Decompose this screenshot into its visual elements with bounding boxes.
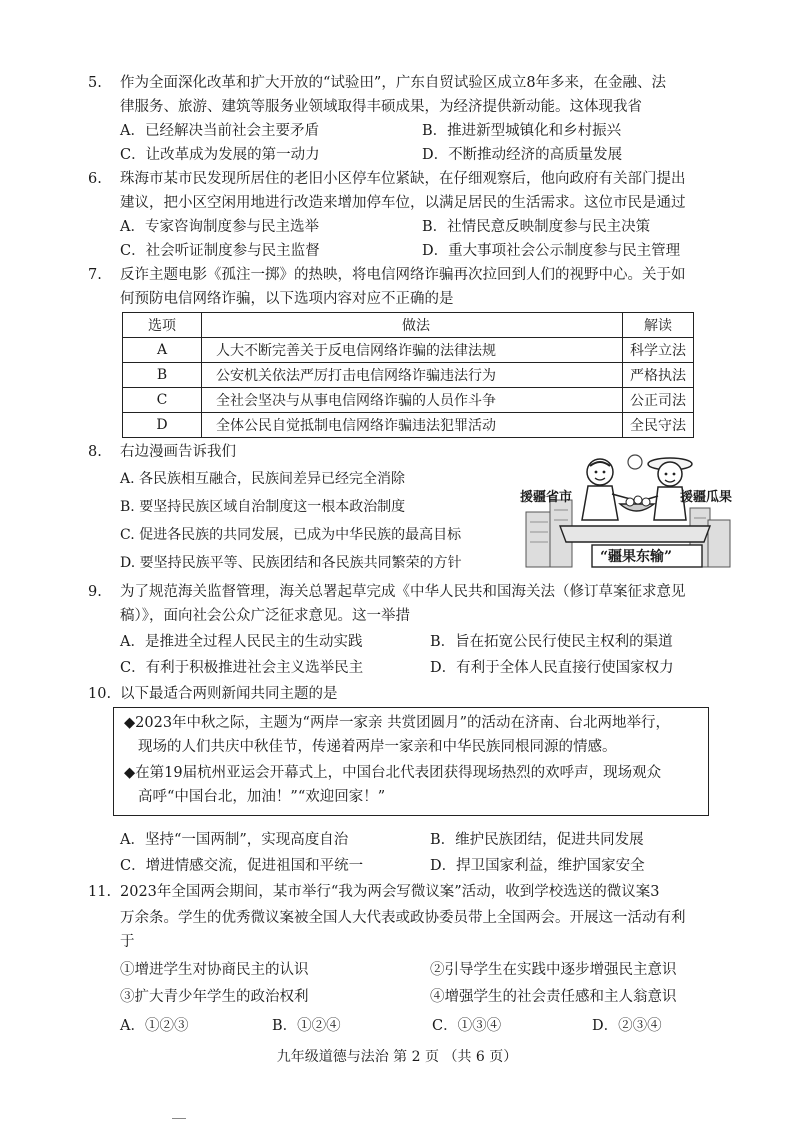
- q11-stem-line2: 万余条。学生的优秀微议案被全国人大代表或政协委员带上全国两会。开展这一活动有利: [120, 910, 686, 926]
- cartoon-banner-text: “疆果东输”: [600, 549, 673, 565]
- cartoon-left-label: 援疆省市: [520, 490, 573, 505]
- q11-number: 11.: [88, 884, 112, 900]
- table-cell-interpretation: 全民守法: [623, 413, 694, 438]
- table-cell-option: A: [123, 338, 202, 363]
- q11-stem-line3: 于: [120, 934, 135, 950]
- q10-option-a: A．坚持“一国两制”，实现高度自治: [120, 832, 349, 848]
- q6-stem-line2: 建议，把小区空闲用地进行改造来增加停车位，以满足居民的生活需求。这位市民是通过: [120, 195, 686, 211]
- q10-option-c: C．增进情感交流，促进祖国和平统一: [120, 858, 364, 874]
- scan-mark: [172, 1118, 186, 1119]
- q6-number: 6.: [88, 171, 102, 187]
- q11-option-d: D．②③④: [592, 1018, 662, 1034]
- q9-option-a: A．是推进全过程人民民主的生动实践: [120, 634, 363, 650]
- table-cell-practice: 公安机关依法严厉打击电信网络诈骗违法行为: [202, 363, 623, 388]
- q6-stem-line1: 珠海市某市民发现所居住的老旧小区停车位紧缺，在仔细观察后，他向政府有关部门提出: [120, 171, 686, 187]
- table-header-option: 选项: [123, 313, 202, 338]
- q10-option-b: B．维护民族团结，促进共同发展: [430, 832, 644, 848]
- table-row: [123, 413, 694, 438]
- q7-table: [122, 312, 694, 438]
- cartoon-right-label: 援疆瓜果: [680, 490, 733, 505]
- q9-stem-line2: 稿）》，面向社会公众广泛征求意见。这一举措: [120, 608, 410, 624]
- table-cell-option: C: [123, 388, 202, 413]
- q5-number: 5.: [88, 75, 102, 91]
- q8-option-d: D. 要坚持民族平等、民族团结和各民族共同繁荣的方针: [120, 555, 462, 571]
- q6-option-c: C．社会听证制度参与民主监督: [120, 243, 320, 259]
- q11-statement-4: ④增强学生的社会责任感和主人翁意识: [430, 989, 677, 1005]
- q9-option-c: C．有利于积极推进社会主义选举民主: [120, 660, 364, 676]
- q10-number: 10.: [88, 686, 112, 702]
- table-header-row: [123, 313, 694, 338]
- q11-statement-3: ③扩大青少年学生的政治权利: [120, 989, 309, 1005]
- news-box: [113, 707, 709, 816]
- q9-number: 9.: [88, 584, 102, 600]
- news2-line1: ◆在第19届杭州亚运会开幕式上，中国台北代表团获得现场热烈的欢呼声，现场观众: [124, 765, 662, 781]
- q5-option-a: A．已经解决当前社会主要矛盾: [120, 123, 319, 139]
- q10-stem: 以下最适合两则新闻共同主题的是: [120, 686, 338, 702]
- table-cell-practice: 人大不断完善关于反电信网络诈骗的法律法规: [202, 338, 623, 363]
- table-header-interpretation: 解读: [623, 313, 694, 338]
- q5-option-d: D．不断推动经济的高质量发展: [422, 147, 623, 163]
- table-header-practice: 做法: [202, 313, 623, 338]
- table-row: [123, 363, 694, 388]
- q9-option-b: B．旨在拓宽公民行使民主权利的渠道: [430, 634, 673, 650]
- q7-number: 7.: [88, 267, 102, 283]
- table-row: [123, 388, 694, 413]
- q11-statement-1: ①增进学生对协商民主的认识: [120, 962, 309, 978]
- news2-line2: 高呼“中国台北，加油！”“欢迎回家！”: [138, 789, 386, 805]
- news1-line1: ◆2023年中秋之际，主题为“两岸一家亲 共赏团圆月”的活动在济南、台北两地举行，: [124, 715, 670, 731]
- q7-stem-line2: 何预防电信网络诈骗，以下选项内容对应不正确的是: [120, 291, 454, 307]
- table-cell-interpretation: 严格执法: [623, 363, 694, 388]
- q8-option-b: B. 要坚持民族区域自治制度这一根本政治制度: [120, 499, 406, 515]
- q8-option-a: A. 各民族相互融合，民族间差异已经完全消除: [120, 471, 406, 487]
- q5-option-b: B．推进新型城镇化和乡村振兴: [422, 123, 622, 139]
- news1-line2: 现场的人们共庆中秋佳节，传递着两岸一家亲和中华民族同根同源的情感。: [138, 739, 617, 755]
- table-cell-option: B: [123, 363, 202, 388]
- table-cell-interpretation: 公正司法: [623, 388, 694, 413]
- q8-number: 8.: [88, 444, 102, 460]
- q11-option-c: C．①③④: [432, 1018, 502, 1034]
- q11-statement-2: ②引导学生在实践中逐步增强民主意识: [430, 962, 677, 978]
- page-footer: 九年级道德与法治 第 2 页 （共 6 页）: [276, 1049, 518, 1065]
- q8-stem: 右边漫画告诉我们: [120, 444, 236, 460]
- q5-option-c: C．让改革成为发展的第一动力: [120, 147, 320, 163]
- table-cell-practice: 全体公民自觉抵制电信网络诈骗违法犯罪活动: [202, 413, 623, 438]
- q9-stem-line1: 为了规范海关监督管理，海关总署起草完成《中华人民共和国海关法（修订草案征求意见: [120, 584, 686, 600]
- q8-option-c: C. 促进各民族的共同发展，已成为中华民族的最高目标: [120, 527, 462, 543]
- table-cell-option: D: [123, 413, 202, 438]
- table-cell-practice: 全社会坚决与从事电信网络诈骗的人员作斗争: [202, 388, 623, 413]
- table-row: [123, 338, 694, 363]
- q9-option-d: D．有利于全体人民直接行使国家权力: [430, 660, 674, 676]
- q6-option-b: B．社情民意反映制度参与民主决策: [422, 219, 651, 235]
- q10-option-d: D．捍卫国家利益，维护国家安全: [430, 858, 645, 874]
- q6-option-d: D．重大事项社会公示制度参与民主管理: [422, 243, 681, 259]
- q5-stem-line1: 作为全面深化改革和扩大开放的“试验田”，广东自贸试验区成立8年多来，在金融、法: [120, 75, 667, 91]
- q7-stem-line1: 反诈主题电影《孤注一掷》的热映，将电信网络诈骗再次拉回到人们的视野中心。关于如: [120, 267, 686, 283]
- q6-option-a: A．专家咨询制度参与民主选举: [120, 219, 319, 235]
- q5-stem-line2: 律服务、旅游、建筑等服务业领域取得丰硕成果，为经济提供新动能。这体现我省: [120, 99, 642, 115]
- q11-option-a: A．①②③: [120, 1018, 189, 1034]
- q11-stem-line1: 2023年全国两会期间，某市举行“我为两会写微议案”活动，收到学校选送的微议案3: [120, 884, 660, 900]
- table-cell-interpretation: 科学立法: [623, 338, 694, 363]
- cartoon-illustration: [520, 450, 735, 575]
- q11-option-b: B．①②④: [272, 1018, 341, 1034]
